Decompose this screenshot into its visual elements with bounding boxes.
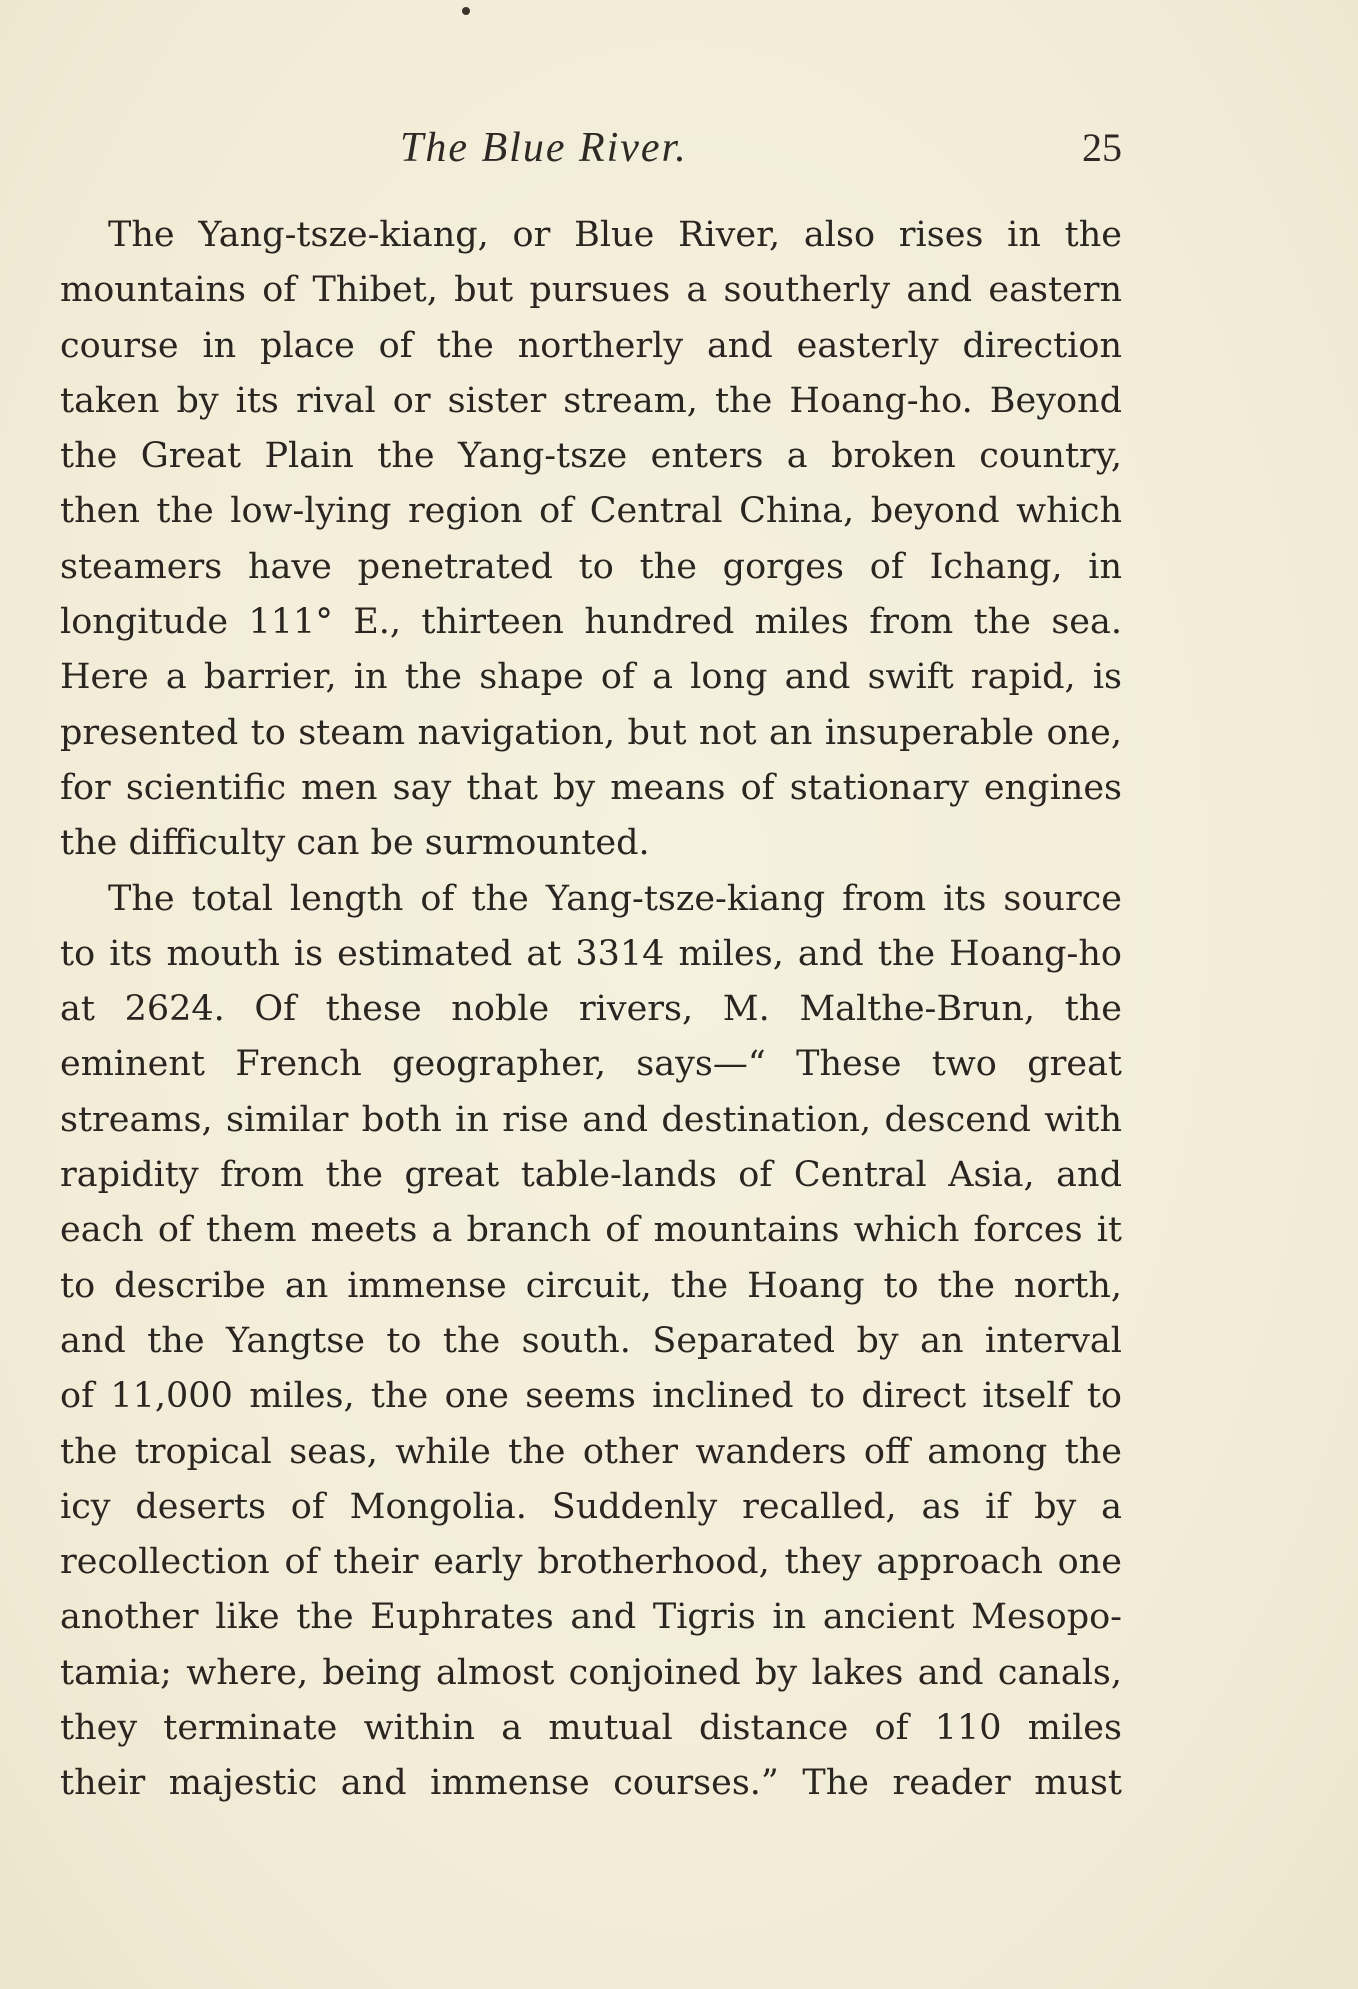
ink-speck — [462, 7, 470, 15]
text-line: taken by its rival or sister stream, the Hoang-ho. Beyond — [60, 380, 1122, 421]
text-line: steamers have penetrated to the gorges of Ichang, in — [60, 546, 1122, 587]
text-line: and the Yangtse to the south. Separated by an interval — [60, 1320, 1122, 1361]
text-line: they terminate within a mutual distance of 110 miles — [60, 1708, 1122, 1749]
text-line: icy deserts of Mongolia. Suddenly recalled, as if by a — [60, 1486, 1122, 1527]
text-line: rapidity from the great table-lands of Central Asia, and — [60, 1155, 1122, 1196]
text-line: at 2624. Of these noble rivers, M. Malthe-Brun, the — [60, 989, 1122, 1030]
text-line: eminent French geographer, says—“ These two great — [60, 1044, 1122, 1085]
paragraph-2 — [60, 872, 1122, 1812]
text-line: Here a barrier, in the shape of a long and swift rapid, is — [60, 657, 1122, 698]
text-line: their majestic and immense courses.” The reader must — [60, 1763, 1122, 1804]
text-line: mountains of Thibet, but pursues a southerly and eastern — [60, 270, 1122, 311]
text-line: the difficulty can be surmounted. — [60, 823, 650, 864]
text-line: longitude 111° E., thirteen hundred miles from the sea. — [60, 602, 1122, 643]
running-title: The Blue River. — [400, 125, 688, 171]
text-line: tamia; where, being almost conjoined by lakes and canals, — [60, 1652, 1122, 1693]
text-line: another like the Euphrates and Tigris in ancient Mesopo- — [60, 1597, 1122, 1638]
text-line: each of them meets a branch of mountains which forces it — [60, 1210, 1122, 1251]
text-line: for scientific men say that by means of stationary engines — [60, 767, 1122, 808]
text-line: streams, similar both in rise and destination, descend with — [60, 1099, 1122, 1140]
text-line: of 11,000 miles, the one seems inclined to direct itself to — [60, 1376, 1122, 1417]
body-text — [60, 208, 1122, 1812]
text-line: The total length of the Yang-tsze-kiang from its source — [108, 878, 1122, 919]
text-line: to its mouth is estimated at 3314 miles, and the Hoang-ho — [60, 933, 1122, 974]
page-number: 25 — [1082, 125, 1122, 170]
running-header — [60, 124, 1122, 172]
text-line: presented to steam navigation, but not an insuperable one, — [60, 712, 1122, 753]
text-line: recollection of their early brotherhood, they approach one — [60, 1542, 1122, 1583]
text-line: to describe an immense circuit, the Hoang to the north, — [60, 1265, 1122, 1306]
text-line: The Yang-tsze-kiang, or Blue River, also rises in the — [108, 215, 1122, 255]
text-line: the Great Plain the Yang-tsze enters a broken country, — [60, 436, 1122, 477]
text-line: course in place of the northerly and easterly direction — [60, 325, 1122, 366]
paragraph-1 — [60, 208, 1122, 872]
text-line: then the low-lying region of Central China, beyond which — [60, 491, 1122, 532]
text-line: the tropical seas, while the other wanders off among the — [60, 1431, 1122, 1472]
